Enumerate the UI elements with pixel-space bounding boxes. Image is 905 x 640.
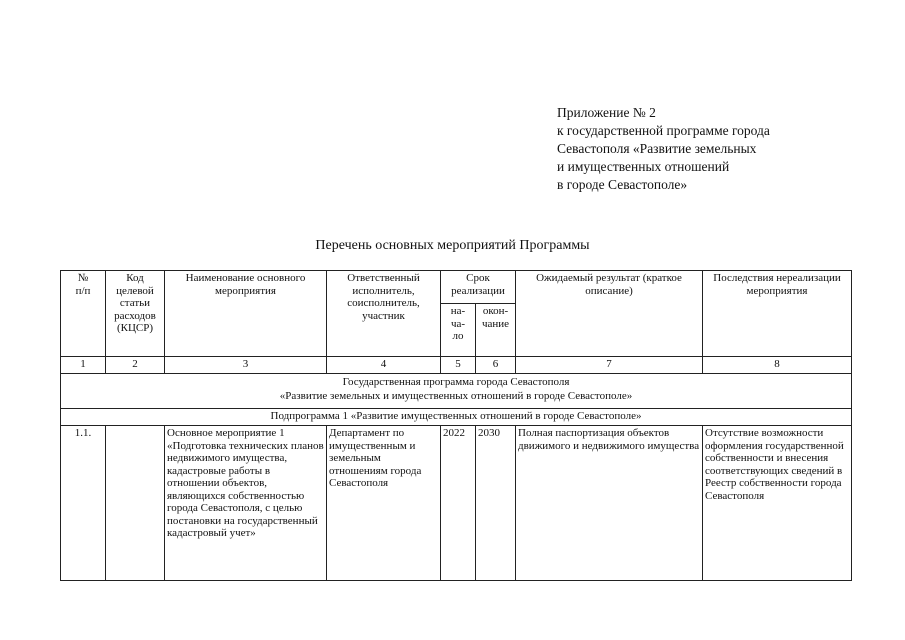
column-number: 3 <box>165 357 327 374</box>
header-start: на- ча- ло <box>441 304 476 357</box>
row-consequences: Отсутствие возможности оформления государственной собственности и внесения соответствующих сведений в Реестр собственности города Севастополя <box>703 426 852 581</box>
appendix-line: Севастополя «Развитие земельных <box>557 141 757 156</box>
appendix-line: Приложение № 2 <box>557 105 656 120</box>
header-result: Ожидаемый результат (краткое описание) <box>516 271 703 357</box>
program-title: Государственная программа города Севастополя <box>342 376 570 388</box>
header-executor: Ответственный исполнитель, соисполнитель, участник <box>327 271 441 357</box>
document-title: Перечень основных мероприятий Программы <box>315 238 590 253</box>
row-executor: Департамент по имущественным и земельным отношениям города Севастополя <box>327 426 441 581</box>
appendix-line: и имущественных отношений <box>557 159 730 174</box>
column-number: 7 <box>516 357 703 374</box>
header-name: Наименование основного мероприятия <box>165 271 327 357</box>
column-number: 6 <box>476 357 516 374</box>
column-number: 8 <box>703 357 852 374</box>
header-num: № п/п <box>61 271 106 357</box>
appendix-line: в городе Севастополе» <box>557 177 688 192</box>
row-result: Полная паспортизация объектов движимого и недвижимого имущества <box>516 426 703 581</box>
table-row <box>61 426 852 581</box>
column-number: 1 <box>61 357 106 374</box>
appendix-line: к государственной программе города <box>557 123 770 138</box>
program-row <box>61 374 852 409</box>
row-start: 2022 <box>441 426 476 581</box>
appendix-block <box>557 104 770 194</box>
column-number: 5 <box>441 357 476 374</box>
header-consequences: Последствия нереализации мероприятия <box>703 271 852 357</box>
header-code: Код целевой статьи расходов (КЦСР) <box>106 271 165 357</box>
measures-table <box>60 270 852 581</box>
column-number: 2 <box>106 357 165 374</box>
row-end: 2030 <box>476 426 516 581</box>
row-num: 1.1. <box>61 426 106 581</box>
header-period: Срок реализации <box>441 271 516 304</box>
row-code <box>106 426 165 581</box>
column-number: 4 <box>327 357 441 374</box>
header-end: окон- чание <box>476 304 516 357</box>
subprogram-row: Подпрограмма 1 «Развитие имущественных отношений в городе Севастополе» <box>61 409 852 426</box>
program-subtitle: «Развитие земельных и имущественных отношений в городе Севастополе» <box>279 390 633 402</box>
row-name: Основное мероприятие 1 «Подготовка технических планов недвижимого имущества, кадастровые работы в отношении объектов, являющихся собственностью города Севастополя, с целью постановки на государственный кадастровый учет» <box>165 426 327 581</box>
